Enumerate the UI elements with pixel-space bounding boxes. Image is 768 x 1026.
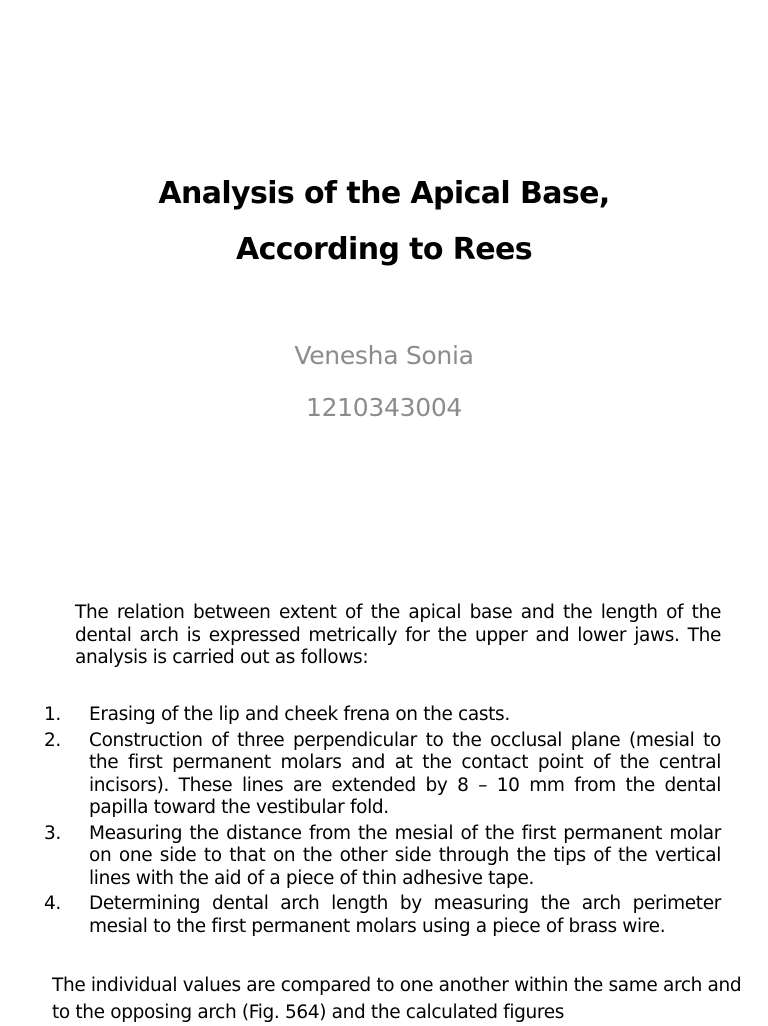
- list-item: [44, 893, 721, 938]
- outro-paragraph: The individual values are compared to one another within the same arch and to the opposing arch (Fig. 564) and the calculated figures: [52, 975, 742, 1023]
- step-number: 4.: [44, 893, 61, 914]
- author-name: Venesha Sonia: [294, 341, 474, 370]
- title-line-2: According to Rees: [235, 232, 533, 267]
- student-id: 1210343004: [305, 393, 463, 422]
- step-number: 1.: [44, 704, 61, 725]
- step-number: 2.: [44, 729, 61, 751]
- list-item: [44, 729, 721, 820]
- content-slide: [0, 576, 768, 1024]
- list-item: [44, 704, 721, 727]
- step-text: Determining dental arch length by measuring the arch perimeter mesial to the first permanent molars using a piece of brass wire.: [89, 893, 721, 937]
- step-text: Construction of three perpendicular to the occlusal plane (mesial to the first permanent molars and at the contact point of the central incisors). These lines are extended by 8 – 10 mm from the dental papilla toward the vestibular fold.: [89, 729, 721, 818]
- slide-title: [0, 166, 768, 278]
- title-line-1: Analysis of the Apical Base,: [158, 176, 610, 211]
- step-text: Measuring the distance from the mesial of the first permanent molar on one side to that on the other side through the tips of the vertical lines with the aid of a piece of thin adhesive tape.: [89, 822, 721, 889]
- slide-subtitle: [0, 330, 768, 434]
- step-number: 3.: [44, 822, 61, 844]
- step-text: Erasing of the lip and cheek frena on the casts.: [89, 704, 510, 725]
- steps-list: [0, 704, 768, 938]
- list-item: [44, 822, 721, 891]
- intro-paragraph: The relation between extent of the apical base and the length of the dental arch is expressed metrically for the upper and lower jaws. The analysis is carried out as follows:: [75, 602, 721, 668]
